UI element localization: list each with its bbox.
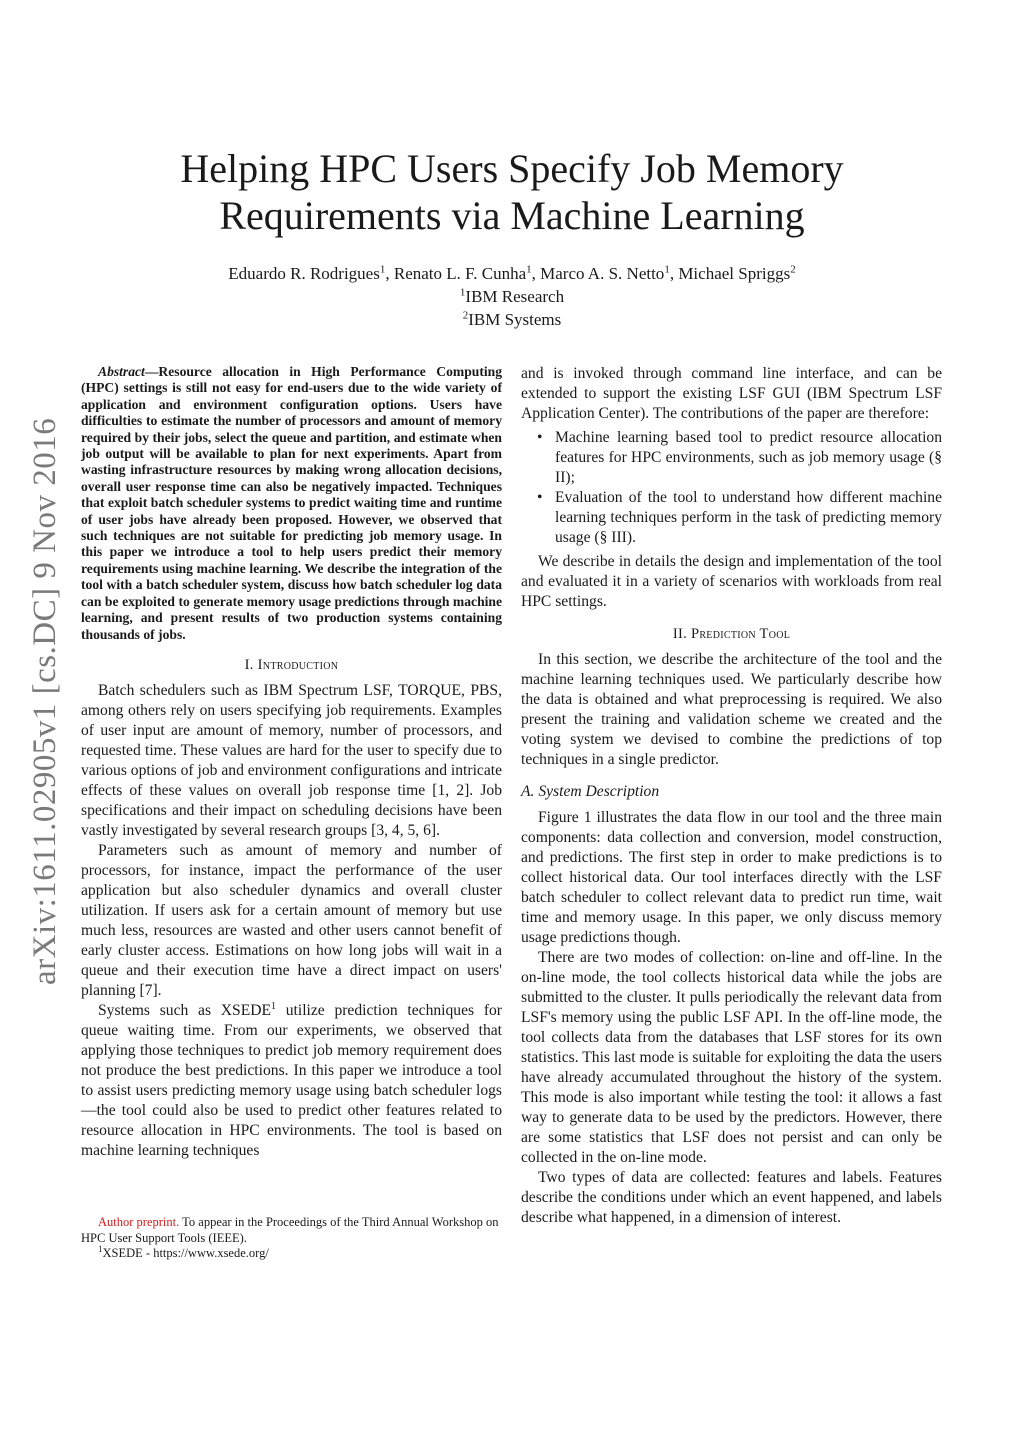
author-separator: ,: [669, 264, 679, 283]
paragraph: Figure 1 illustrates the data flow in our tool and the three main components: data collection and conversion, model construction, and predictions. The first step in order to make predictions is to collect historical data. Our tool interfaces directly with the LSF batch scheduler to collect relevant data to predict run time, wait time and memory usage. In this paper, we only discuss memory usage predictions though.: [521, 809, 942, 946]
affiliation-mark: 2: [790, 263, 796, 276]
right-column: [521, 364, 942, 1228]
paragraph: We describe in details the design and implementation of the tool and evaluated it in a variety of scenarios with workloads from real HPC settings.: [521, 553, 942, 610]
footnotes: [81, 1215, 502, 1262]
paragraph: Parameters such as amount of memory and number of processors, for instance, impact the performance of the user application but also scheduler dynamics and overall cluster utilization. If users ask for a certain amount of memory but use much less, resources are wasted and other users cannot benefit of early cluster access. Estimations on how long jobs will wait in a queue and their execution time have a direct impact on users' planning [7].: [81, 841, 502, 999]
paragraph: There are two modes of collection: on-line and off-line. In the on-line mode, the tool collects historical data while the jobs are submitted to the cluster. It pulls periodically the relevant data from LSF's memory using the public LSF API. In the off-line mode, the tool collects data from the databases that LSF stores for its own statistics. This last mode is suitable for exploiting the data the users have already accumulated throughout the history of the system. This mode is also important while testing the tool: it allows a fast way to generate data to be used by the predictors. However, there are some statistics that LSF does not persist and can only be collected in the on-line mode.: [521, 949, 942, 1166]
abstract-text: Resource allocation in High Performance Computing (HPC) settings is still not easy for end-users due to the wide variety of application and environment configuration options. Users have difficulties to estimate the number of processors and amount of memory required by their jobs, select the queue and partition, and estimate when job output will be available to plan for next experiments. Apart from wasting infrastructure resources by making wrong allocation decisions, overall user response time can also be negatively impacted. Techniques that exploit batch scheduler systems to predict waiting time and runtime of user jobs have already been proposed. However, we observed that such techniques are not suitable for predicting job memory usage. In this paper we introduce a tool to help users predict their memory requirements using machine learning. We describe the integration of the tool with a batch scheduler system, discuss how batch scheduler log data can be exploited to generate memory usage predictions through machine learning, and present results of two production systems containing thousands of jobs.: [81, 364, 502, 642]
list-item: • Machine learning based tool to predict resource allocation features for HPC environments, such as job memory usage (§ II);: [555, 428, 942, 488]
affiliation-mark: 1: [664, 263, 670, 276]
affiliation-mark: 1: [526, 263, 532, 276]
author-name: Eduardo R. Rodrigues: [228, 264, 380, 283]
paragraph: Two types of data are collected: features and labels. Features describe the conditions under which an event happened, and labels describe what happened, in a dimension of interest.: [521, 1169, 942, 1226]
abstract-label: Abstract: [98, 364, 145, 379]
author-name: Marco A. S. Netto: [540, 264, 665, 283]
footnote: $^1$XSEDE - https://www.xsede.org/: [98, 1244, 269, 1261]
section-heading: II. Prediction Tool: [672, 626, 791, 642]
author-list: [100, 262, 924, 285]
left-column: [81, 364, 502, 1161]
paragraph: Systems such as XSEDE$^1$ utilize prediction techniques for queue waiting time. From our experiments, we observed that applying those techniques to predict job memory requirement does not produce the best predictions. In this paper we introduce a tool to assist users predicting memory usage using batch scheduler logs—the tool could also be used to predict other features related to resource allocation in HPC environments. The tool is based on machine learning techniques: [81, 1000, 502, 1159]
author-name: Michael Spriggs: [678, 264, 791, 283]
preprint-label: Author preprint.: [98, 1215, 180, 1229]
section-heading: I. Introduction: [244, 656, 339, 673]
preprint-note: Author preprint. To appear in the Proceedings of the Third Annual Workshop on HPC User Support Tools (IEEE).: [81, 1215, 499, 1245]
author-separator: ,: [385, 264, 394, 283]
affiliation: $^2$IBM Systems: [462, 309, 562, 329]
paragraph: In this section, we describe the architecture of the tool and the machine learning techniques used. We particularly describe how the data is obtained and what preprocessing is required. We also present the training and validation scheme we created and the voting system we devised to combine the predictions of top techniques in a single predictor.: [521, 651, 942, 768]
subsection-heading: A. System Description: [521, 783, 660, 800]
footnote-ref[interactable]: 1: [271, 1000, 277, 1012]
title-line-2: Requirements via Machine Learning: [219, 193, 805, 238]
list-item: • Evaluation of the tool to understand how different machine learning techniques perform in the task of predicting memory usage (§ III).: [555, 488, 942, 548]
paragraph: Batch schedulers such as IBM Spectrum LSF, TORQUE, PBS, among others rely on users specifying job requirements. Examples of user input are amount of memory, number of processors, and requested time. These values are hard for the user to specify due to various options of job and environment configurations and intricate effects of these values on overall job response time [1, 2]. Job specifications and their impact on scheduling decisions have been vastly investigated by several research groups [3, 4, 5, 6].: [81, 681, 502, 839]
arxiv-stamp: arXiv:1611.02905v1 [cs.DC] 9 Nov 2016: [27, 417, 63, 985]
affiliation: $^1$IBM Research: [459, 286, 565, 306]
contribution-list: [521, 428, 942, 548]
title-line-1: Helping HPC Users Specify Job Memory: [180, 146, 844, 191]
author-name: Renato L. F. Cunha: [393, 264, 527, 283]
paper-title: [100, 145, 924, 239]
abstract: Abstract—Resource allocation in High Performance Computing (HPC) settings is still not easy for end-users due to the wide variety of application and environment configuration options. Users have difficulties to estimate the number of processors and amount of memory required by their jobs, select the queue and partition, and estimate when job output will be available to plan for next experiments. Apart from wasting infrastructure resources by making wrong allocation decisions, overall user response time can also be negatively impacted. Techniques that exploit batch scheduler systems to predict waiting time and runtime of user jobs have already been proposed. However, we observed that such techniques are not suitable for predicting job memory usage. In this paper we introduce a tool to help users predict their memory requirements using machine learning. We describe the integration of the tool with a batch scheduler system, discuss how batch scheduler log data can be exploited to generate memory usage predictions through machine learning, and present results of two production systems containing thousands of jobs.: [81, 364, 502, 642]
affiliation-mark: 1: [379, 263, 386, 276]
author-separator: ,: [531, 264, 541, 283]
paragraph: and is invoked through command line interface, and can be extended to support the existing LSF GUI (IBM Spectrum LSF Application Center). The contributions of the paper are therefore:: [521, 365, 942, 422]
author-block: [100, 262, 924, 331]
